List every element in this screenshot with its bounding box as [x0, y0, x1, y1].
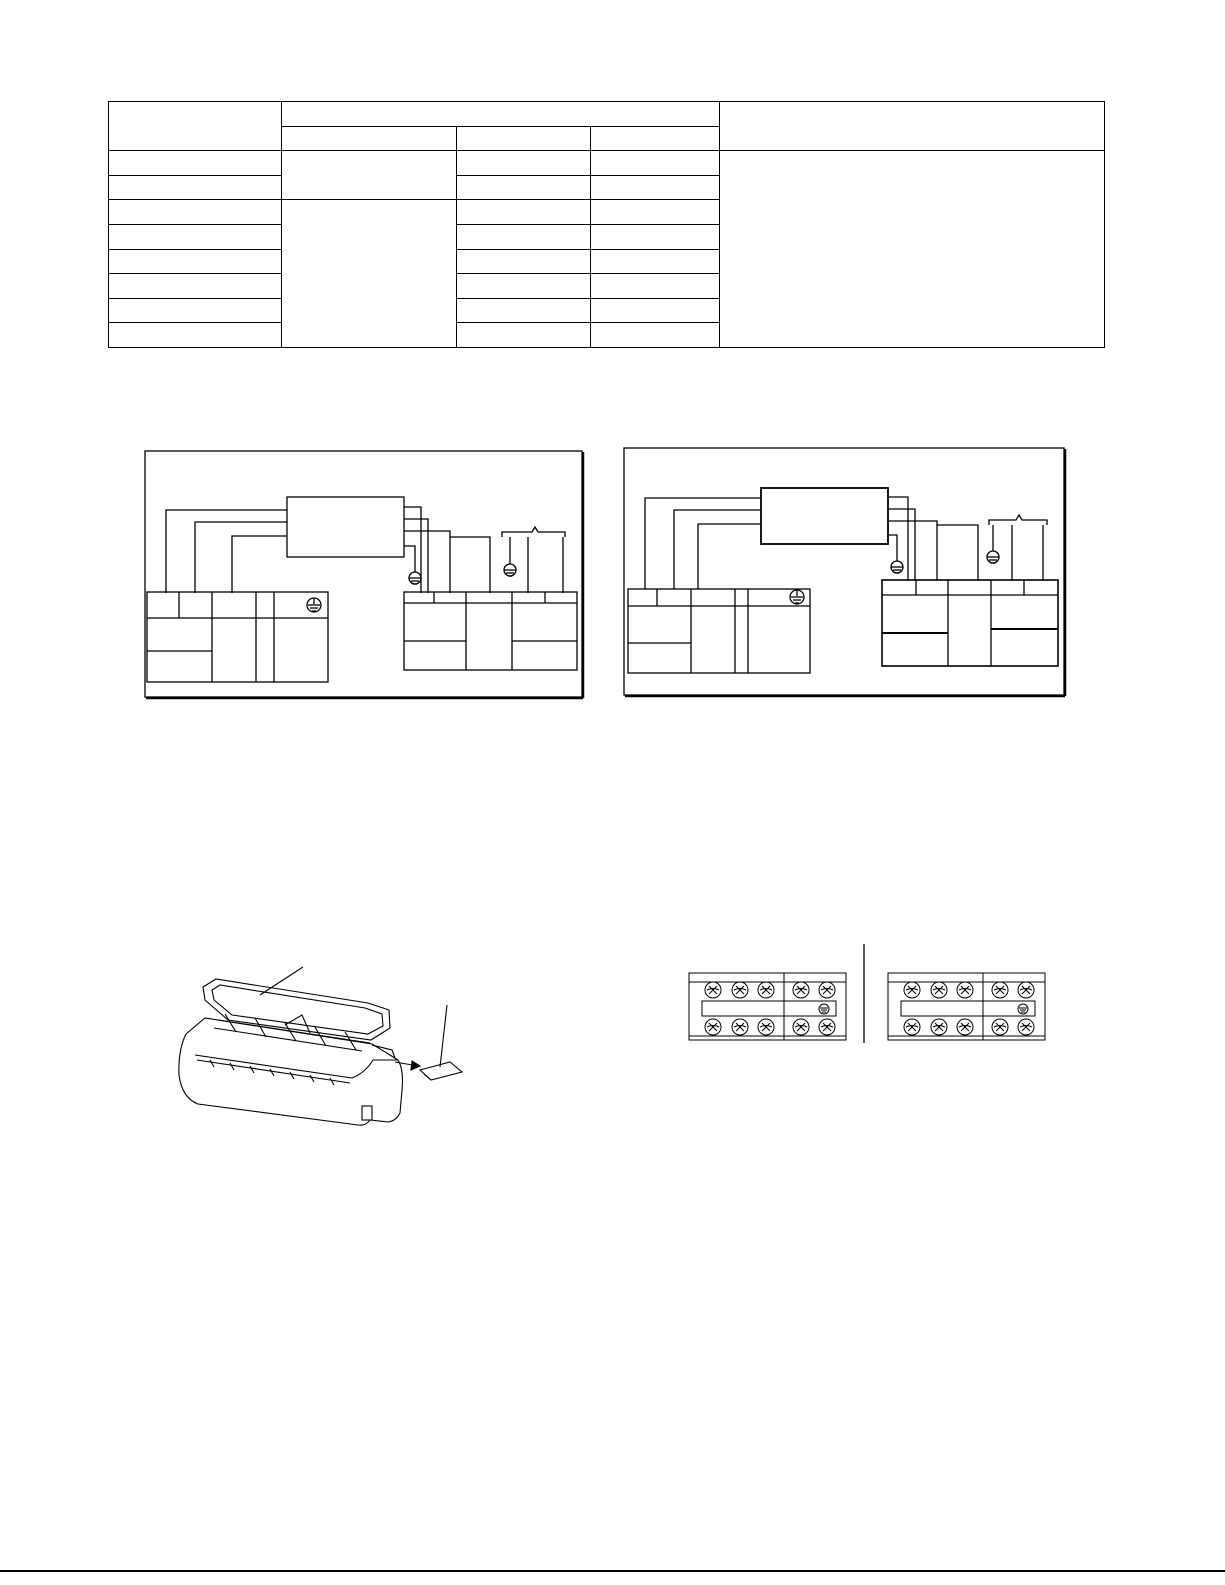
screw-icon: [904, 982, 920, 998]
screw-icon: [819, 982, 835, 998]
screw-icon: [931, 982, 947, 998]
terminal-block-illustration: [888, 973, 1045, 1040]
screw-icon: [957, 982, 973, 998]
screw-icon: [931, 1019, 947, 1035]
earth-ground-icon: [1018, 1004, 1028, 1014]
screw-icon: [758, 1019, 774, 1035]
screw-icon: [705, 982, 721, 998]
screw-icon: [758, 982, 774, 998]
page-bottom-rule: [0, 1570, 1225, 1572]
screw-icon: [793, 1019, 809, 1035]
screw-icon: [732, 982, 748, 998]
screw-icon: [732, 1019, 748, 1035]
earth-ground-icon: [819, 1004, 829, 1014]
screw-icon: [904, 1019, 920, 1035]
screw-icon: [1018, 982, 1034, 998]
screw-icon: [992, 1019, 1008, 1035]
screw-icon: [1018, 1019, 1034, 1035]
screw-icon: [793, 982, 809, 998]
screw-icon: [705, 1019, 721, 1035]
terminal-block-illustration: [689, 973, 846, 1040]
screw-icon: [819, 1019, 835, 1035]
screw-icon: [992, 982, 1008, 998]
screw-icon: [957, 1019, 973, 1035]
